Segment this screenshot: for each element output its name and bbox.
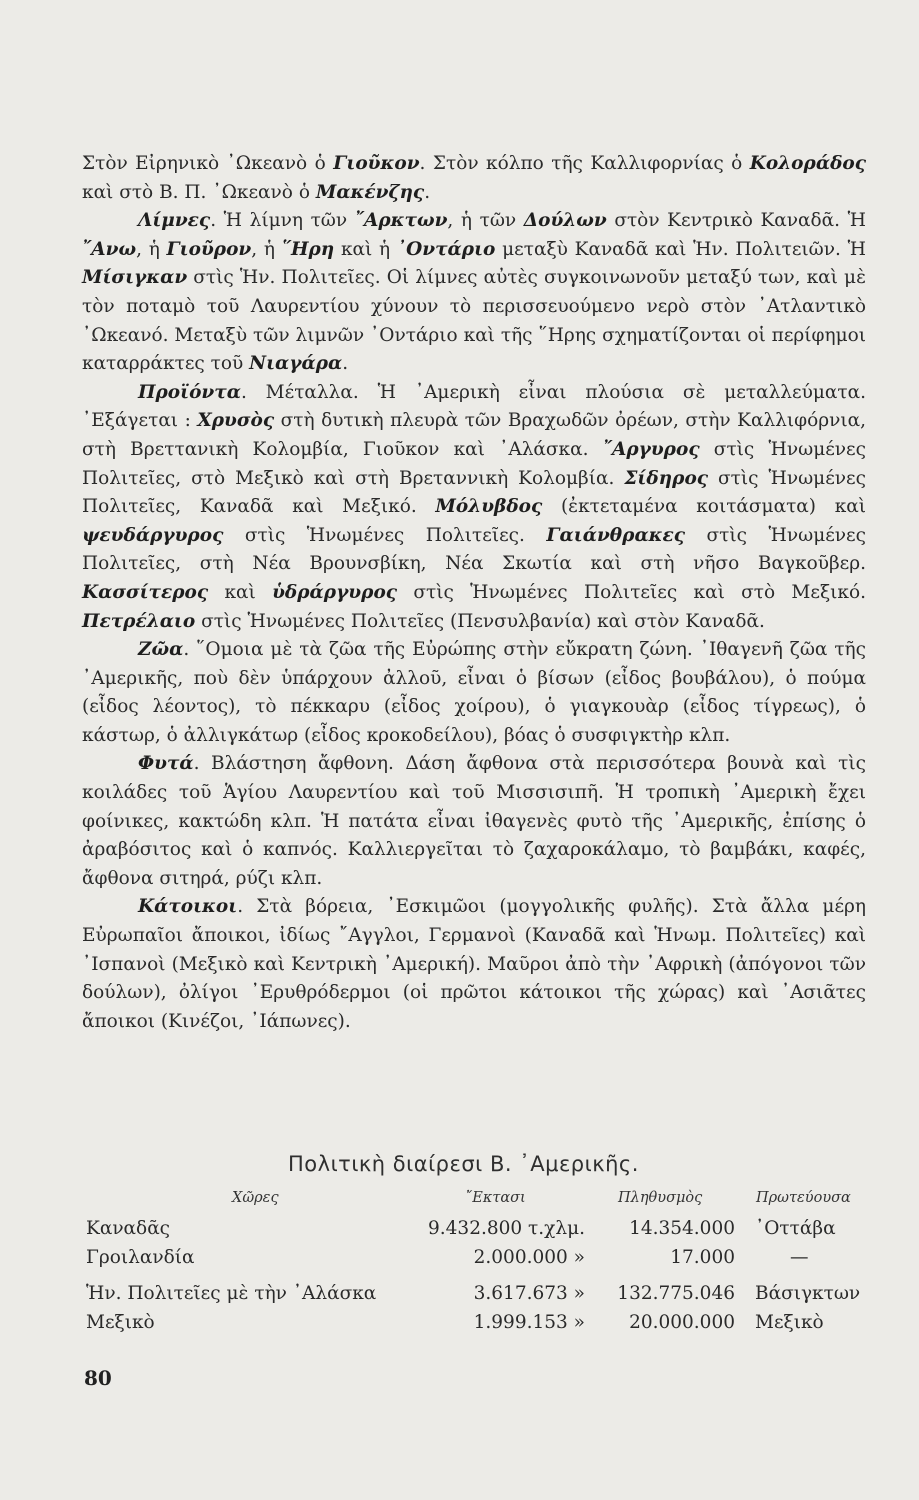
term: ῎Αργυρος <box>602 438 700 460</box>
term: Προϊόντα <box>138 381 241 403</box>
term: Λίμνες <box>138 210 211 232</box>
term: ὑδράργυρος <box>272 581 398 603</box>
table-row <box>0 1218 919 1246</box>
cell-capital: Μεξικὸ <box>755 1312 824 1333</box>
term: Γιοῦρον <box>166 238 252 260</box>
term: Κάτοικοι <box>138 896 238 918</box>
term: ῎Ανω <box>82 238 137 260</box>
term: Κολοράδος <box>749 153 867 174</box>
header-capital: Πρωτεύουσα <box>756 1190 851 1206</box>
header-area: ῎Εκτασι <box>465 1190 526 1206</box>
term: Γαιάνθρακες <box>546 524 686 546</box>
header-population: Πληθυσμὸς <box>618 1190 703 1206</box>
term: Φυτά <box>138 753 194 775</box>
cell-country: Γροιλανδία <box>86 1247 195 1268</box>
term: Σίδηρος <box>624 467 709 489</box>
cell-population: 17.000 <box>670 1247 735 1268</box>
term: Πετρέλαιο <box>82 610 196 632</box>
cell-country: Καναδᾶς <box>86 1218 171 1239</box>
term: Ζῶα <box>138 639 184 661</box>
term: Δούλων <box>523 210 607 232</box>
term: Χρυσὸς <box>197 410 275 432</box>
cell-capital: Βάσιγκτων <box>755 1283 861 1304</box>
paragraph: Στὸν Εἰρηνικὸ ᾽Ωκεανὸ ὁ Γιοῦκον. Στὸν κόλπο τῆς Καλλιφορνίας ὁ Κολοράδος καὶ στὸ Β. Π. ᾽Ωκεανὸ ὁ Μακένζης. <box>82 153 867 203</box>
table-row <box>0 1312 919 1340</box>
cell-population: 132.775.046 <box>617 1283 735 1304</box>
cell-country: Μεξικὸ <box>86 1312 155 1333</box>
cell-capital: — <box>790 1247 809 1268</box>
term: Μίσιγκαν <box>82 267 188 289</box>
cell-area: 2.000.000 » <box>473 1247 585 1268</box>
page-number: 80 <box>84 1366 112 1390</box>
table-row <box>0 1247 919 1275</box>
term: Γιοῦκον <box>333 153 420 174</box>
paragraph: Ζῶα. ῞Ομοια μὲ τὰ ζῶα τῆς Εὐρώπης στὴν εὔκρατη ζώνη. ᾽Ιθαγενῆ ζῶα τῆς ᾽Αμερικῆς, ποὺ δὲν ὑπάρχουν ἀλλοῦ, εἶναι ὁ βίσων (εἶδος βουβάλου), ὁ πούμα (εἶδος λέοντος), τὸ πέκκαρυ (εἶδος χοίρου), ὁ γιαγκουὰρ (εἶδος τίγρεως), ὁ κάστωρ, ὁ ἀλλιγκάτωρ (εἶδος κροκοδείλου), βόας ὁ συσφιγκτὴρ κλπ. <box>82 639 866 746</box>
term: Μακένζης <box>315 181 425 203</box>
paragraph: Φυτά. Βλάστηση ἄφθονη. Δάση ἄφθονα στὰ περισσότερα βουνὰ καὶ τὶς κοιλάδες τοῦ Ἁγίου Λαυρεντίου καὶ τοῦ Μισσισιπῆ. Ἡ τροπικὴ ᾽Αμερικὴ ἔχει φοίνικες, κακτώδη κλπ. Ἡ πατάτα εἶναι ἰθαγενὲς φυτὸ τῆς ᾽Αμερικῆς, ἐπίσης ὁ ἀραβόσιτος καὶ ὁ καπνός. Καλλιεργεῖται τὸ ζαχαροκάλαμο, τὸ βαμβάκι, καφές, ἄφθονα σιτηρά, ρύζι κλπ. <box>82 753 866 889</box>
table-row <box>0 1283 919 1311</box>
cell-area: 1.999.153 » <box>473 1312 585 1333</box>
term: Μόλυβδος <box>435 496 543 518</box>
paragraph: Λίμνες. Ἡ λίμνη τῶν ῎Αρκτων, ἡ τῶν Δούλων στὸν Κεντρικὸ Καναδᾶ. Ἡ ῎Ανω, ἡ Γιοῦρον, ἡ ῞Ηρη καὶ ἡ ᾽Οντάριο μεταξὺ Καναδᾶ καὶ Ἡν. Πολιτειῶν. Ἡ Μίσιγκαν στὶς Ἡν. Πολιτεῖες. Οἱ λίμνες αὐτὲς συγκοινωνοῦν μεταξύ των, καὶ μὲ τὸν ποταμὸ τοῦ Λαυρεντίου χύνουν τὸ περισσευούμενο νερὸ στὸν ᾽Ατλαντικὸ ᾽Ωκεανό. Μεταξὺ τῶν λιμνῶν ᾽Οντάριο καὶ τῆς ῞Ηρης σχηματίζονται οἱ περίφημοι καταρράκτες τοῦ Νιαγάρα. <box>82 210 866 375</box>
cell-population: 20.000.000 <box>629 1312 735 1333</box>
cell-area: 3.617.673 » <box>473 1283 585 1304</box>
cell-population: 14.354.000 <box>629 1218 735 1239</box>
header-countries: Χῶρες <box>232 1190 279 1206</box>
cell-capital: ᾽Οττάβα <box>755 1218 836 1239</box>
page-text <box>82 150 866 1036</box>
term: Νιαγάρα <box>249 353 343 375</box>
term: ᾽Οντάριο <box>396 238 496 260</box>
term: Κασσίτερος <box>82 581 209 603</box>
cell-area: 9.432.800 τ.χλμ. <box>428 1218 585 1239</box>
cell-country: Ἡν. Πολιτεῖες μὲ τὴν ᾽Αλάσκα <box>86 1283 377 1304</box>
paragraph: Προϊόντα. Μέταλλα. Ἡ ᾽Αμερικὴ εἶναι πλούσια σὲ μεταλλεύματα. ᾽Εξάγεται : Χρυσὸς στὴ δυτικὴ πλευρὰ τῶν Βραχωδῶν ὀρέων, στὴν Καλλιφόρνια, στὴ Βρεττανικὴ Κολομβία, Γιοῦκον καὶ ᾽Αλάσκα. ῎Αργυρος στὶς Ἡνωμένες Πολιτεῖες, στὸ Μεξικὸ καὶ στὴ Βρεταννικὴ Κολομβία. Σίδηρος στὶς Ἡνωμένες Πολιτεῖες, Καναδᾶ καὶ Μεξικό. Μόλυβδος (ἐκτεταμένα κοιτάσματα) καὶ ψευδάργυρος στὶς Ἡνωμένες Πολιτεῖες. Γαιάνθρακες στὶς Ἡνωμένες Πολιτεῖες, στὴ Νέα Βρουνσβίκη, Νέα Σκωτία καὶ στὴ νῆσο Βαγκοῦβερ. Κασσίτερος καὶ ὑδράργυρος στὶς Ἡνωμένες Πολιτεῖες καὶ στὸ Μεξικό. Πετρέλαιο στὶς Ἡνωμένες Πολιτεῖες (Πενσυλβανία) καὶ στὸν Καναδᾶ. <box>82 381 867 632</box>
paragraph: Κάτοικοι. Στὰ βόρεια, ᾽Εσκιμῶοι (μογγολικῆς φυλῆς). Στὰ ἄλλα μέρη Εὐρωπαῖοι ἄποικοι, ἰδίως ῎Αγγλοι, Γερμανοὶ (Καναδᾶ καὶ Ἡνωμ. Πολιτεῖες) καὶ ᾽Ισπανοὶ (Μεξικὸ καὶ Κεντρικὴ ᾽Αμερική). Μαῦροι ἀπὸ τὴν ᾽Αφρικὴ (ἀπόγονοι τῶν δούλων), ὀλίγοι ᾽Ερυθρόδερμοι (οἱ πρῶτοι κάτοικοι τῆς χώρας) καὶ ᾽Ασιᾶτες ἄποικοι (Κινέζοι, ᾽Ιάπωνες). <box>82 896 866 1032</box>
table-header <box>0 1190 919 1214</box>
term: ῞Ηρη <box>281 238 335 260</box>
table-title: Πολιτικὴ διαίρεσι Β. ᾽Αμερικῆς. <box>288 1152 639 1176</box>
term: ψευδάργυρος <box>82 524 224 546</box>
term: ῎Αρκτων <box>354 210 448 232</box>
